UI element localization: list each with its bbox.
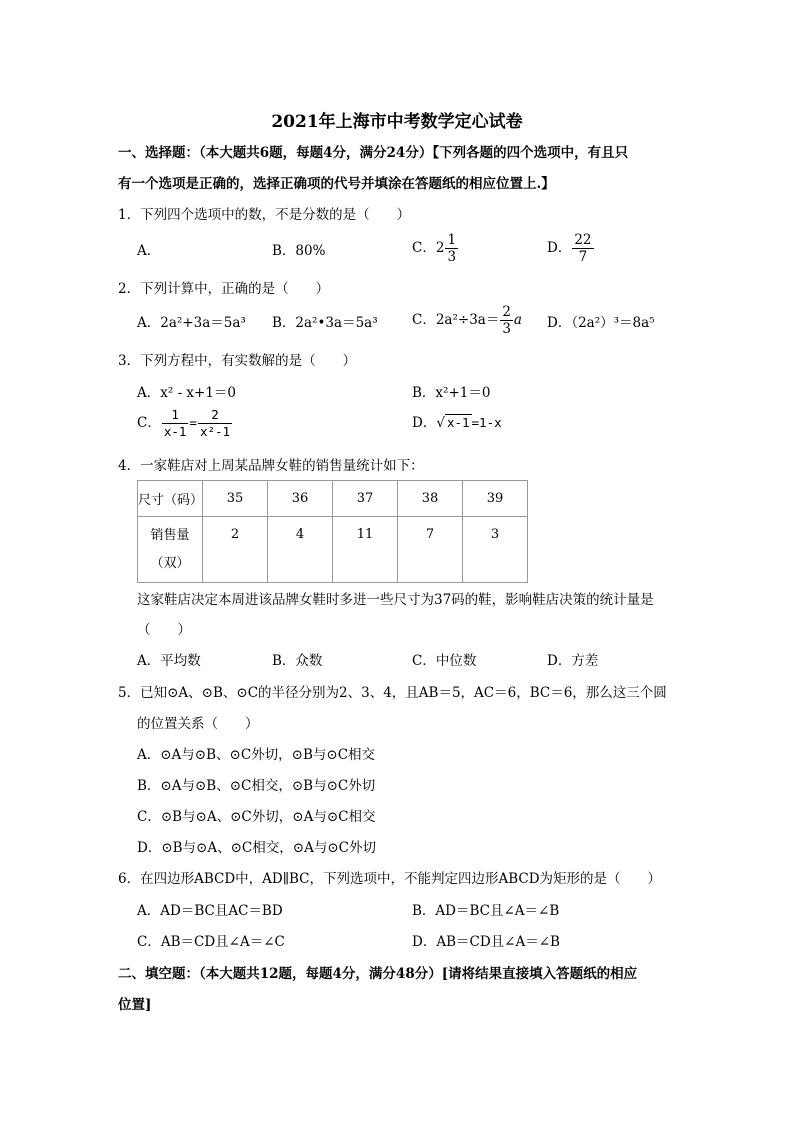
q1-option-a: A．: [137, 243, 161, 259]
q4-question-line2: （ ）: [137, 622, 191, 638]
table-row-sales: [138, 517, 528, 583]
q6-option-d: D．AB＝CD且∠A＝∠B: [412, 934, 560, 950]
q4-option-b: B．众数: [272, 653, 323, 669]
q3-option-a: A．x² - x+1＝0: [137, 385, 237, 401]
q2-option-c-label: C．2a²÷3a＝: [412, 312, 500, 328]
q2-option-c-variable: a: [513, 312, 522, 328]
q1-option-c-whole: 2: [435, 240, 445, 256]
q1-option-c: [412, 232, 459, 265]
q1-option-d-denominator: 7: [578, 249, 588, 265]
q2-option-c-denominator: 3: [502, 321, 511, 337]
q5-stem-line1: 5．已知⊙A、⊙B、⊙C的半径分别为2、3、4，且AB＝5，AC＝6，BC＝6，那么这三个圆: [118, 685, 667, 701]
table-head-sales: [138, 517, 203, 583]
q3-option-c: [137, 407, 233, 440]
section2-heading-line2: 位置]: [118, 997, 152, 1013]
table-cell-size: 35: [203, 481, 268, 517]
q1-option-c-fraction: [445, 232, 458, 265]
q4-option-c: C．中位数: [412, 653, 477, 669]
q3-option-d-rest: =1-x: [471, 415, 502, 430]
table-cell-sales: 2: [203, 517, 268, 583]
table-cell-size: 39: [463, 481, 528, 517]
q6-option-c: C．AB＝CD且∠A＝∠C: [137, 934, 285, 950]
q1-option-d: [547, 232, 595, 265]
q2-stem: 2．下列计算中，正确的是（ ）: [118, 281, 330, 297]
q2-option-d: D．（2a²）³＝8a⁵: [547, 315, 655, 331]
q2-option-b: B．2a²•3a＝5a³: [272, 315, 378, 331]
table-cell-sales: 7: [398, 517, 463, 583]
page-title: 2021年上海市中考数学定心试卷: [271, 112, 523, 132]
q2-option-c: [412, 304, 522, 337]
q6-option-a: A．AD＝BC且AC＝BD: [137, 903, 283, 919]
q3-option-c-denominator-1: x-1: [163, 424, 187, 439]
q4-option-a: A．平均数: [137, 653, 201, 669]
q3-option-d-label: D．: [412, 415, 437, 431]
section2-heading-line1: 二、填空题：（本大题共12题，每题4分，满分48分）[请将结果直接填入答题纸的相应: [118, 966, 638, 982]
q5-option-b: B．⊙A与⊙B、⊙C相交，⊙B与⊙C外切: [137, 778, 376, 794]
q1-option-c-label: C．: [412, 240, 436, 256]
table-head-size: 尺寸（码）: [138, 481, 203, 517]
q6-stem: 6．在四边形ABCD中，AD∥BC，下列选项中，不能判定四边形ABCD为矩形的是（ ）: [118, 871, 662, 887]
table-cell-sales: 3: [463, 517, 528, 583]
table-cell-size: 37: [333, 481, 398, 517]
q3-option-c-denominator-2: x²-1: [199, 424, 231, 439]
q1-option-c-numerator: 1: [447, 232, 457, 248]
q3-option-c-equals: =: [189, 415, 197, 430]
table-cell-size: 36: [268, 481, 333, 517]
q5-stem-line2: 的位置关系（ ）: [137, 716, 259, 732]
table-head-sales-line2: （双）: [150, 555, 190, 571]
q3-stem: 3．下列方程中，有实数解的是（ ）: [118, 353, 357, 369]
q3-option-c-label: C．: [137, 415, 161, 431]
q3-option-b: B．x²+1＝0: [412, 385, 491, 401]
q1-option-d-label: D．: [547, 240, 572, 256]
q5-option-c: C．⊙B与⊙A、⊙C外切，⊙A与⊙C相交: [137, 809, 376, 825]
q2-option-c-fraction: [500, 304, 513, 337]
section1-heading-line2: 有一个选项是正确的，选择正确项的代号并填涂在答题纸的相应位置上.】: [118, 176, 555, 192]
q2-option-a: A．2a²+3a＝5a³: [137, 315, 246, 331]
q3-option-d-radicand: x-1: [446, 415, 470, 430]
q1-option-b: B．80%: [272, 243, 326, 259]
q4-stem: 4．一家鞋店对上周某品牌女鞋的销售量统计如下：: [118, 458, 424, 474]
table-cell-sales: 4: [268, 517, 333, 583]
q4-option-d: D．方差: [547, 653, 599, 669]
q3-option-d: [412, 414, 502, 432]
sales-table: [137, 480, 528, 583]
q1-option-d-fraction: [572, 232, 593, 265]
q1-option-d-numerator: 22: [574, 232, 592, 248]
table-head-sales-line1: 销售量: [150, 527, 190, 543]
q3-option-c-fraction-2: [198, 407, 232, 440]
q1-stem: 1．下列四个选项中的数，不是分数的是（ ）: [118, 207, 411, 223]
q3-option-c-numerator-2: 2: [198, 407, 232, 424]
table-cell-size: 38: [398, 481, 463, 517]
q6-option-b: B．AD＝BC且∠A＝∠B: [412, 903, 560, 919]
table-row-size: [138, 481, 528, 517]
q4-question-line1: 这家鞋店决定本周进该品牌女鞋时多进一些尺寸为37码的鞋，影响鞋店决策的统计量是: [137, 592, 654, 608]
q5-option-d: D．⊙B与⊙A、⊙C相交，⊙A与⊙C外切: [137, 840, 376, 856]
table-cell-sales: 11: [333, 517, 398, 583]
section1-heading-line1: 一、选择题：（本大题共6题，每题4分，满分24分）【下列各题的四个选项中，有且只: [118, 145, 629, 161]
sqrt-icon: √: [436, 415, 445, 431]
q1-option-c-denominator: 3: [447, 249, 457, 265]
q3-option-c-fraction-1: [162, 407, 189, 440]
q3-option-c-numerator-1: 1: [162, 407, 189, 424]
q5-option-a: A．⊙A与⊙B、⊙C外切，⊙B与⊙C相交: [137, 747, 376, 763]
q2-option-c-numerator: 2: [502, 304, 511, 320]
